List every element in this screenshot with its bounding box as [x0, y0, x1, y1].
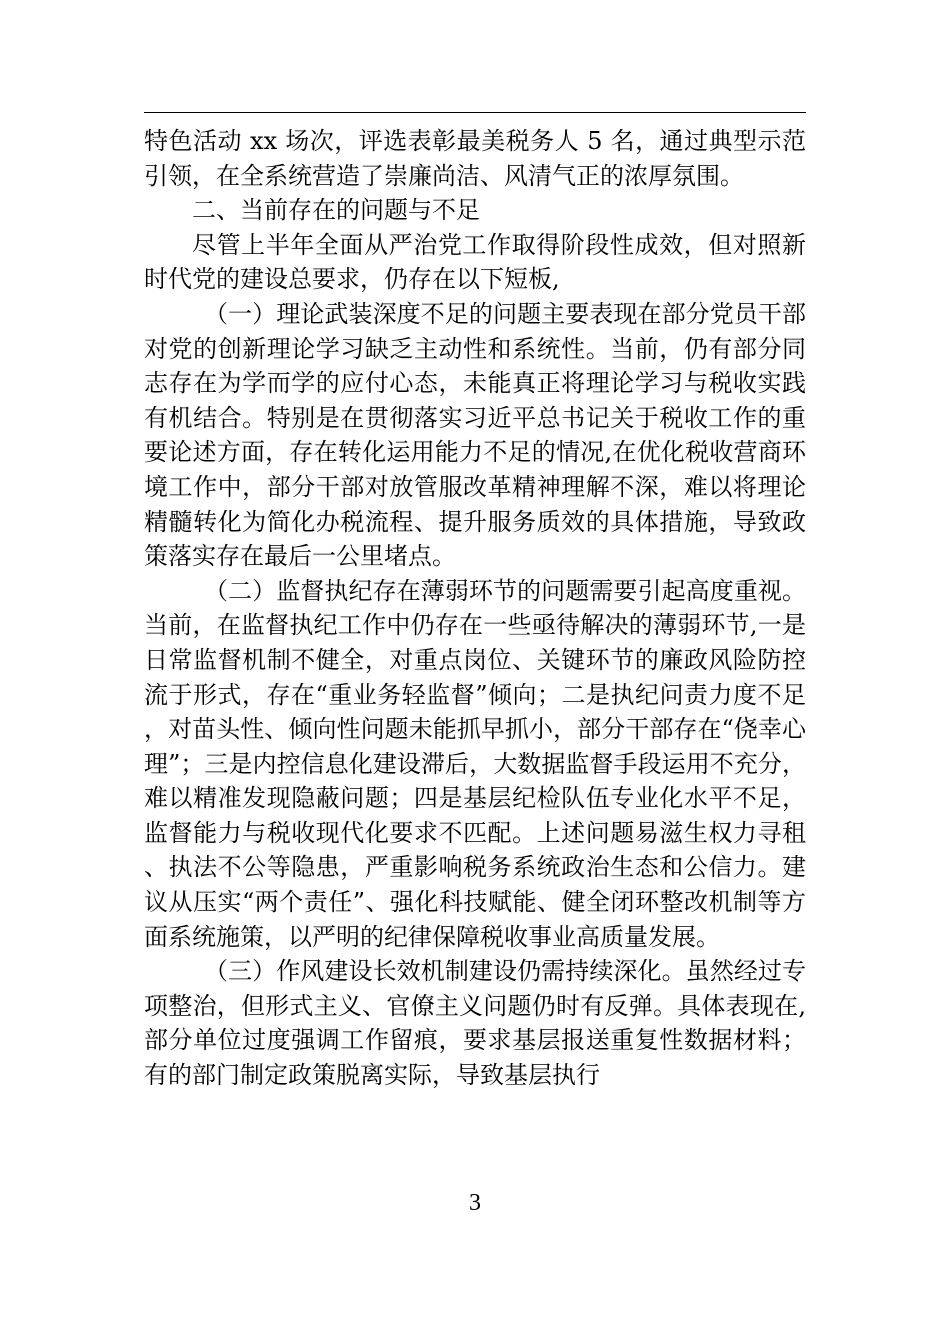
- document-body: [144, 124, 806, 1093]
- section-heading: 二、当前存在的问题与不足: [192, 196, 480, 225]
- issue-1-paragraph: （一）理论武装深度不足的问题主要表现在部分党员干部对党的创新理论学习缺乏主动性和系统性。当前，仍有部分同志存在为学而学的应付心态，未能真正将理论学习与税收实践有机结合。特别是在贯彻落实习近平总书记关于税收工作的重要论述方面，存在转化运用能力不足的情况,在优化税收营商环境工作中，部分干部对放管服改革精神理解不深，难以将理论精髓转化为简化办税流程、提升服务质效的具体措施，导致政策落实存在最后一公里堵点。: [144, 299, 806, 571]
- continuation-paragraph: 特色活动 xx 场次，评选表彰最美税务人 5 名，通过典型示范引领，在全系统营造了崇廉尚洁、风清气正的浓厚氛围。: [144, 127, 806, 190]
- page-number: 3: [469, 1190, 481, 1216]
- issue-2-paragraph: （二）监督执纪存在薄弱环节的问题需要引起高度重视。当前，在监督执纪工作中仍存在一些亟待解决的薄弱环节,一是日常监督机制不健全，对重点岗位、关键环节的廉政风险防控流于形式，存在“重业务轻监督”倾向；二是执纪问责力度不足，对苗头性、倾向性问题未能抓早抓小，部分干部存在“侥幸心理”；三是内控信息化建设滞后，大数据监督手段运用不充分，难以精准发现隐蔽问题；四是基层纪检队伍专业化水平不足，监督能力与税收现代化要求不匹配。上述问题易滋生权力寻租、执法不公等隐患，严重影响税务系统政治生态和公信力。建议从压实“两个责任”、强化科技赋能、健全闭环整改机制等方面系统施策，以严明的纪律保障税收事业高质量发展。: [144, 576, 806, 951]
- issue-3-paragraph: （三）作风建设长效机制建设仍需持续深化。虽然经过专项整治，但形式主义、官僚主义问题仍时有反弹。具体表现在,部分单位过度强调工作留痕，要求基层报送重复性数据材料；有的部门制定政策脱离实际，导致基层执行: [144, 957, 806, 1090]
- intro-paragraph: 尽管上半年全面从严治党工作取得阶段性成效，但对照新时代党的建设总要求，仍存在以下短板,: [144, 230, 806, 294]
- header-rule: [144, 112, 806, 113]
